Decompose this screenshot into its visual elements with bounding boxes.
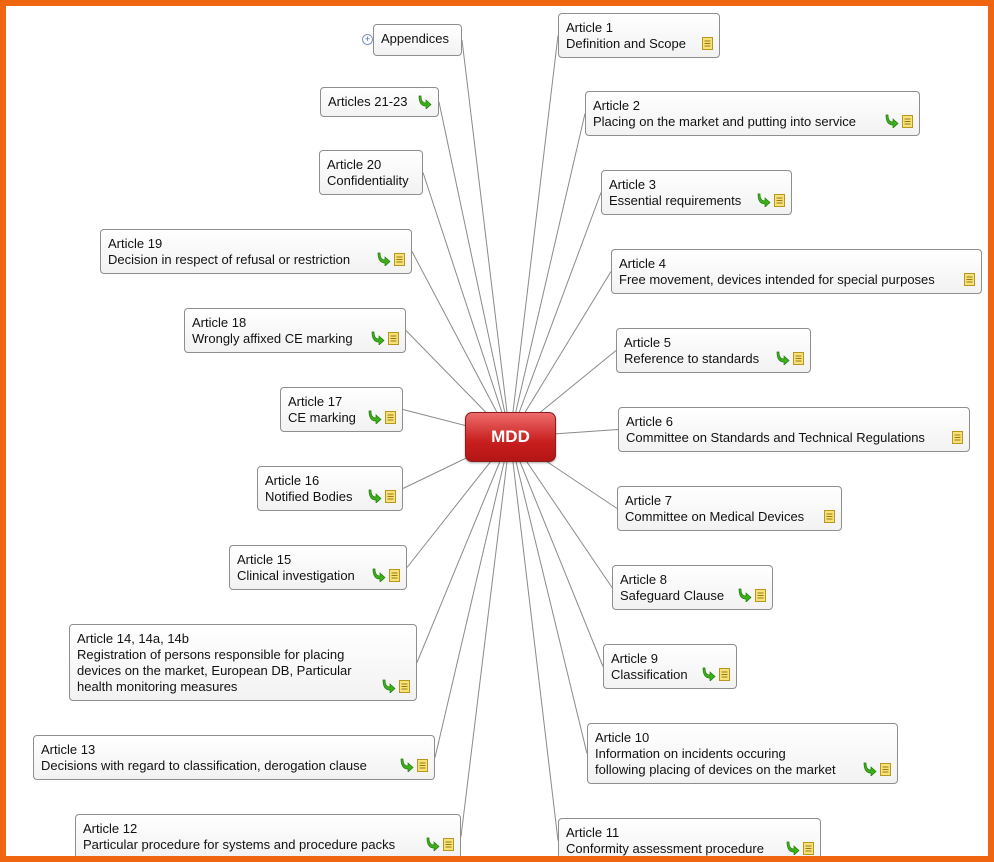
topic-description: Free movement, devices intended for special purposes bbox=[619, 272, 935, 287]
topic-art5[interactable] bbox=[616, 328, 811, 373]
topic-art1[interactable] bbox=[558, 13, 720, 58]
note-icon[interactable] bbox=[880, 763, 891, 776]
topic-art9[interactable] bbox=[603, 644, 737, 689]
note-icon[interactable] bbox=[399, 680, 410, 693]
topic-description: Classification bbox=[611, 667, 688, 682]
topic-title: Article 17 bbox=[288, 394, 343, 409]
note-icon[interactable] bbox=[702, 37, 713, 50]
connector-art2123 bbox=[439, 102, 510, 437]
note-icon[interactable] bbox=[803, 842, 814, 855]
topic-art4[interactable] bbox=[611, 249, 982, 294]
topic-label: Appendices bbox=[381, 31, 449, 46]
drill-down-arrow-icon[interactable] bbox=[368, 410, 382, 424]
topic-description: Conformity assessment procedure bbox=[566, 841, 764, 856]
note-icon[interactable] bbox=[388, 332, 399, 345]
topic-title: Article 18 bbox=[192, 315, 247, 330]
drill-down-arrow-icon[interactable] bbox=[400, 758, 414, 772]
topic-description: Reference to standards bbox=[624, 351, 760, 366]
topic-title: Article 16 bbox=[265, 473, 320, 488]
drill-down-arrow-icon[interactable] bbox=[382, 679, 396, 693]
connector-art19 bbox=[412, 252, 510, 438]
topic-art14[interactable] bbox=[69, 624, 417, 701]
note-icon[interactable] bbox=[385, 490, 396, 503]
note-icon[interactable] bbox=[793, 352, 804, 365]
drill-down-arrow-icon[interactable] bbox=[702, 667, 716, 681]
central-topic-mdd[interactable] bbox=[465, 412, 556, 462]
topic-title: Article 6 bbox=[626, 414, 673, 429]
topic-description: Safeguard Clause bbox=[620, 588, 725, 603]
drill-down-arrow-icon[interactable] bbox=[368, 489, 382, 503]
note-icon[interactable] bbox=[443, 838, 454, 851]
topic-title: Article 4 bbox=[619, 256, 666, 271]
topic-title: Article 1 bbox=[566, 20, 613, 35]
topic-description: Decision in respect of refusal or restriction bbox=[108, 252, 351, 267]
note-icon[interactable] bbox=[755, 589, 766, 602]
topic-description: Essential requirements bbox=[609, 193, 742, 208]
drill-down-arrow-icon[interactable] bbox=[372, 568, 386, 582]
topic-art10[interactable] bbox=[587, 723, 898, 784]
drill-down-arrow-icon[interactable] bbox=[757, 193, 771, 207]
topic-description: Clinical investigation bbox=[237, 568, 355, 583]
topic-art6[interactable] bbox=[618, 407, 970, 452]
topic-art11[interactable] bbox=[558, 818, 821, 862]
note-icon[interactable] bbox=[952, 431, 963, 444]
topic-description: Definition and Scope bbox=[566, 36, 686, 51]
topic-description: Information on incidents occuring bbox=[595, 746, 786, 761]
note-icon[interactable] bbox=[385, 411, 396, 424]
connector-appendices bbox=[462, 40, 510, 437]
drill-down-arrow-icon[interactable] bbox=[786, 841, 800, 855]
topic-title: Article 9 bbox=[611, 651, 658, 666]
note-icon[interactable] bbox=[394, 253, 405, 266]
topic-art13[interactable] bbox=[33, 735, 435, 780]
topic-art18[interactable] bbox=[184, 308, 406, 353]
note-icon[interactable] bbox=[902, 115, 913, 128]
topic-title: Articles 21-23 bbox=[328, 94, 408, 109]
topic-art16[interactable] bbox=[257, 466, 403, 511]
topic-appendices[interactable] bbox=[373, 24, 462, 56]
topic-title: Article 7 bbox=[625, 493, 672, 508]
note-icon[interactable] bbox=[417, 759, 428, 772]
topic-title: Article 8 bbox=[620, 572, 667, 587]
note-icon[interactable] bbox=[774, 194, 785, 207]
drill-down-arrow-icon[interactable] bbox=[738, 588, 752, 602]
topic-art8[interactable] bbox=[612, 565, 773, 610]
drill-down-arrow-icon[interactable] bbox=[377, 252, 391, 266]
topic-art12[interactable] bbox=[75, 814, 461, 859]
connector-art1 bbox=[510, 36, 558, 438]
topic-art15[interactable] bbox=[229, 545, 407, 590]
topic-description: devices on the market, European DB, Particular bbox=[77, 663, 352, 678]
topic-description: Confidentiality bbox=[327, 173, 409, 188]
note-icon[interactable] bbox=[824, 510, 835, 523]
topic-title: Article 15 bbox=[237, 552, 292, 567]
topic-title: Article 3 bbox=[609, 177, 656, 192]
topic-description: following placing of devices on the market bbox=[595, 762, 836, 777]
topic-title: Article 19 bbox=[108, 236, 163, 251]
note-icon[interactable] bbox=[389, 569, 400, 582]
drill-down-arrow-icon[interactable] bbox=[863, 762, 877, 776]
topic-art17[interactable] bbox=[280, 387, 403, 432]
topic-title: Article 2 bbox=[593, 98, 640, 113]
topic-description: Particular procedure for systems and procedure packs bbox=[83, 837, 396, 852]
topic-title: Article 13 bbox=[41, 742, 96, 757]
topic-title: Article 12 bbox=[83, 821, 138, 836]
topic-description: Registration of persons responsible for placing bbox=[77, 647, 345, 662]
topic-description: Placing on the market and putting into service bbox=[593, 114, 857, 129]
central-topic-label: MDD bbox=[491, 427, 530, 446]
topic-art2123[interactable] bbox=[320, 87, 439, 117]
topic-description: Committee on Standards and Technical Regulations bbox=[626, 430, 925, 445]
topic-title: Article 10 bbox=[595, 730, 650, 745]
drill-down-arrow-icon[interactable] bbox=[371, 331, 385, 345]
drill-down-arrow-icon[interactable] bbox=[426, 837, 440, 851]
topic-title: Article 11 bbox=[566, 825, 620, 840]
topic-title: Article 5 bbox=[624, 335, 671, 350]
topic-art19[interactable] bbox=[100, 229, 412, 274]
drill-down-arrow-icon[interactable] bbox=[885, 114, 899, 128]
topic-description: Decisions with regard to classification, derogation clause bbox=[41, 758, 367, 773]
topic-art3[interactable] bbox=[601, 170, 792, 215]
note-icon[interactable] bbox=[964, 273, 975, 286]
topic-description: Wrongly affixed CE marking bbox=[192, 331, 353, 346]
drill-down-arrow-icon[interactable] bbox=[776, 351, 790, 365]
connector-art2 bbox=[510, 114, 585, 438]
topic-description: health monitoring measures bbox=[77, 679, 238, 694]
topic-art2[interactable] bbox=[585, 91, 920, 136]
topic-description: Committee on Medical Devices bbox=[625, 509, 805, 524]
connector-art10 bbox=[510, 437, 587, 754]
connector-art20 bbox=[423, 173, 510, 438]
expand-toggle-icon[interactable]: + bbox=[362, 34, 373, 45]
topic-art20[interactable] bbox=[319, 150, 423, 195]
topic-title: Article 14, 14a, 14b bbox=[77, 631, 190, 646]
drill-down-arrow-icon[interactable] bbox=[418, 95, 432, 109]
topic-description: Notified Bodies bbox=[265, 489, 353, 504]
topic-title: Article 20 bbox=[327, 157, 382, 172]
note-icon[interactable] bbox=[719, 668, 730, 681]
topic-description: CE marking bbox=[288, 410, 356, 425]
topic-art7[interactable] bbox=[617, 486, 842, 531]
